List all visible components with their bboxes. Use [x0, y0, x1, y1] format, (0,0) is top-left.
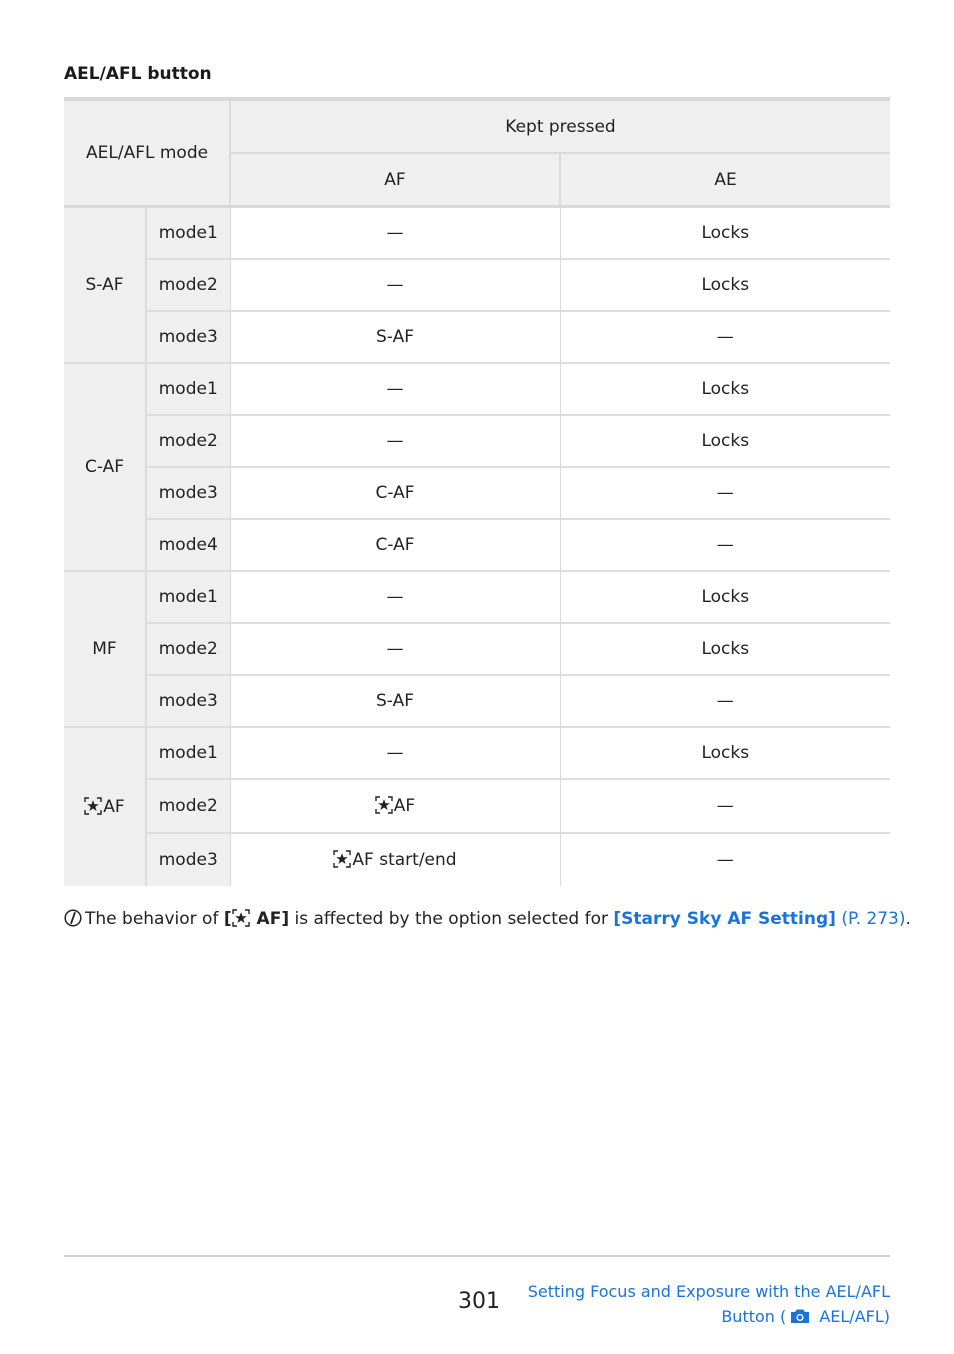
af-cell-text: C-AF	[375, 535, 415, 555]
af-cell-text: —	[386, 379, 404, 399]
af-cell	[230, 727, 560, 779]
mode-cell: mode2	[146, 415, 230, 467]
af-cell-text: S-AF	[376, 327, 414, 347]
mode-cell: mode4	[146, 519, 230, 571]
mode-cell: mode1	[146, 727, 230, 779]
table-row	[64, 727, 890, 779]
section-title: AEL/AFL button	[64, 64, 212, 84]
table-row	[64, 311, 890, 363]
group-label-text: C-AF	[84, 457, 125, 477]
group-label-text: MF	[92, 639, 117, 659]
mode-cell: mode3	[146, 311, 230, 363]
footer-divider	[64, 1255, 890, 1257]
table-row	[64, 363, 890, 415]
note-icon	[64, 909, 82, 927]
footer-section-link[interactable]	[528, 1279, 890, 1329]
af-cell	[230, 467, 560, 519]
note-text-before: The behavior of	[85, 909, 224, 929]
group-label	[64, 727, 146, 886]
ae-cell: Locks	[560, 623, 890, 675]
footer-link-line1: Setting Focus and Exposure with the AEL/AFL	[527, 1282, 890, 1301]
ae-cell: —	[560, 833, 890, 886]
starry-sky-af-icon	[333, 850, 351, 868]
camera-icon	[789, 1308, 811, 1324]
note-bold-term: AF]	[250, 909, 290, 929]
table-row	[64, 623, 890, 675]
mode-cell: mode1	[146, 571, 230, 623]
ae-cell: Locks	[560, 363, 890, 415]
ae-cell: —	[560, 519, 890, 571]
table-row	[64, 675, 890, 727]
footer-link-line2-after: AEL/AFL)	[814, 1307, 890, 1326]
af-cell	[230, 779, 560, 833]
page-number: 301	[458, 1289, 500, 1314]
af-cell-text: —	[386, 275, 404, 295]
af-cell	[230, 519, 560, 571]
starry-sky-af-icon	[84, 797, 102, 815]
note-bracket-open: [	[223, 909, 232, 929]
note-text-middle: is affected by the option selected for	[289, 909, 614, 929]
mode-cell: mode2	[146, 779, 230, 833]
group-label	[64, 208, 146, 363]
mode-cell: mode3	[146, 833, 230, 886]
mode-cell: mode3	[146, 467, 230, 519]
mode-cell: mode2	[146, 259, 230, 311]
starry-sky-af-setting-link[interactable]: [Starry Sky AF Setting]	[613, 909, 836, 929]
note	[64, 909, 911, 929]
af-cell-text: AF	[393, 796, 416, 816]
ae-cell: —	[560, 467, 890, 519]
ae-cell: —	[560, 311, 890, 363]
af-cell	[230, 833, 560, 886]
ae-cell: Locks	[560, 415, 890, 467]
page-reference-link[interactable]: (P. 273)	[841, 909, 906, 929]
ae-cell: Locks	[560, 727, 890, 779]
af-cell	[230, 623, 560, 675]
header-col-ae: AE	[560, 153, 890, 205]
ael-afl-table	[64, 97, 890, 886]
af-cell	[230, 311, 560, 363]
group-label	[64, 363, 146, 571]
header-mode-label: AEL/AFL mode	[64, 101, 230, 205]
af-cell	[230, 675, 560, 727]
af-cell	[230, 415, 560, 467]
header-col-af: AF	[230, 153, 560, 205]
mode-cell: mode3	[146, 675, 230, 727]
table-row	[64, 519, 890, 571]
ae-cell: Locks	[560, 259, 890, 311]
af-cell	[230, 208, 560, 259]
af-cell	[230, 259, 560, 311]
af-cell-text: —	[386, 587, 404, 607]
ae-cell: —	[560, 675, 890, 727]
table-row	[64, 415, 890, 467]
mode-cell: mode2	[146, 623, 230, 675]
footer-link-line2-before: Button (	[721, 1307, 787, 1326]
af-cell-text: C-AF	[375, 483, 415, 503]
table-row	[64, 833, 890, 886]
note-period: .	[905, 909, 911, 929]
mode-cell: mode1	[146, 363, 230, 415]
ae-cell: Locks	[560, 571, 890, 623]
af-cell	[230, 571, 560, 623]
af-cell-text: AF start/end	[352, 850, 457, 870]
af-cell-text: —	[386, 639, 404, 659]
group-label-text: S-AF	[85, 275, 124, 295]
af-cell-text: S-AF	[376, 691, 414, 711]
af-cell-text: —	[386, 431, 404, 451]
mode-cell: mode1	[146, 208, 230, 259]
table-row	[64, 779, 890, 833]
starry-sky-af-icon	[375, 796, 393, 814]
table-row	[64, 208, 890, 259]
group-label	[64, 571, 146, 727]
group-label-text: AF	[103, 797, 125, 817]
af-cell	[230, 363, 560, 415]
af-cell-text: —	[386, 223, 404, 243]
table-row	[64, 259, 890, 311]
ae-cell: Locks	[560, 208, 890, 259]
table-row	[64, 571, 890, 623]
af-cell-text: —	[386, 743, 404, 763]
header-kept-pressed: Kept pressed	[230, 101, 890, 153]
table-row	[64, 467, 890, 519]
starry-sky-af-icon	[232, 909, 250, 927]
ae-cell: —	[560, 779, 890, 833]
